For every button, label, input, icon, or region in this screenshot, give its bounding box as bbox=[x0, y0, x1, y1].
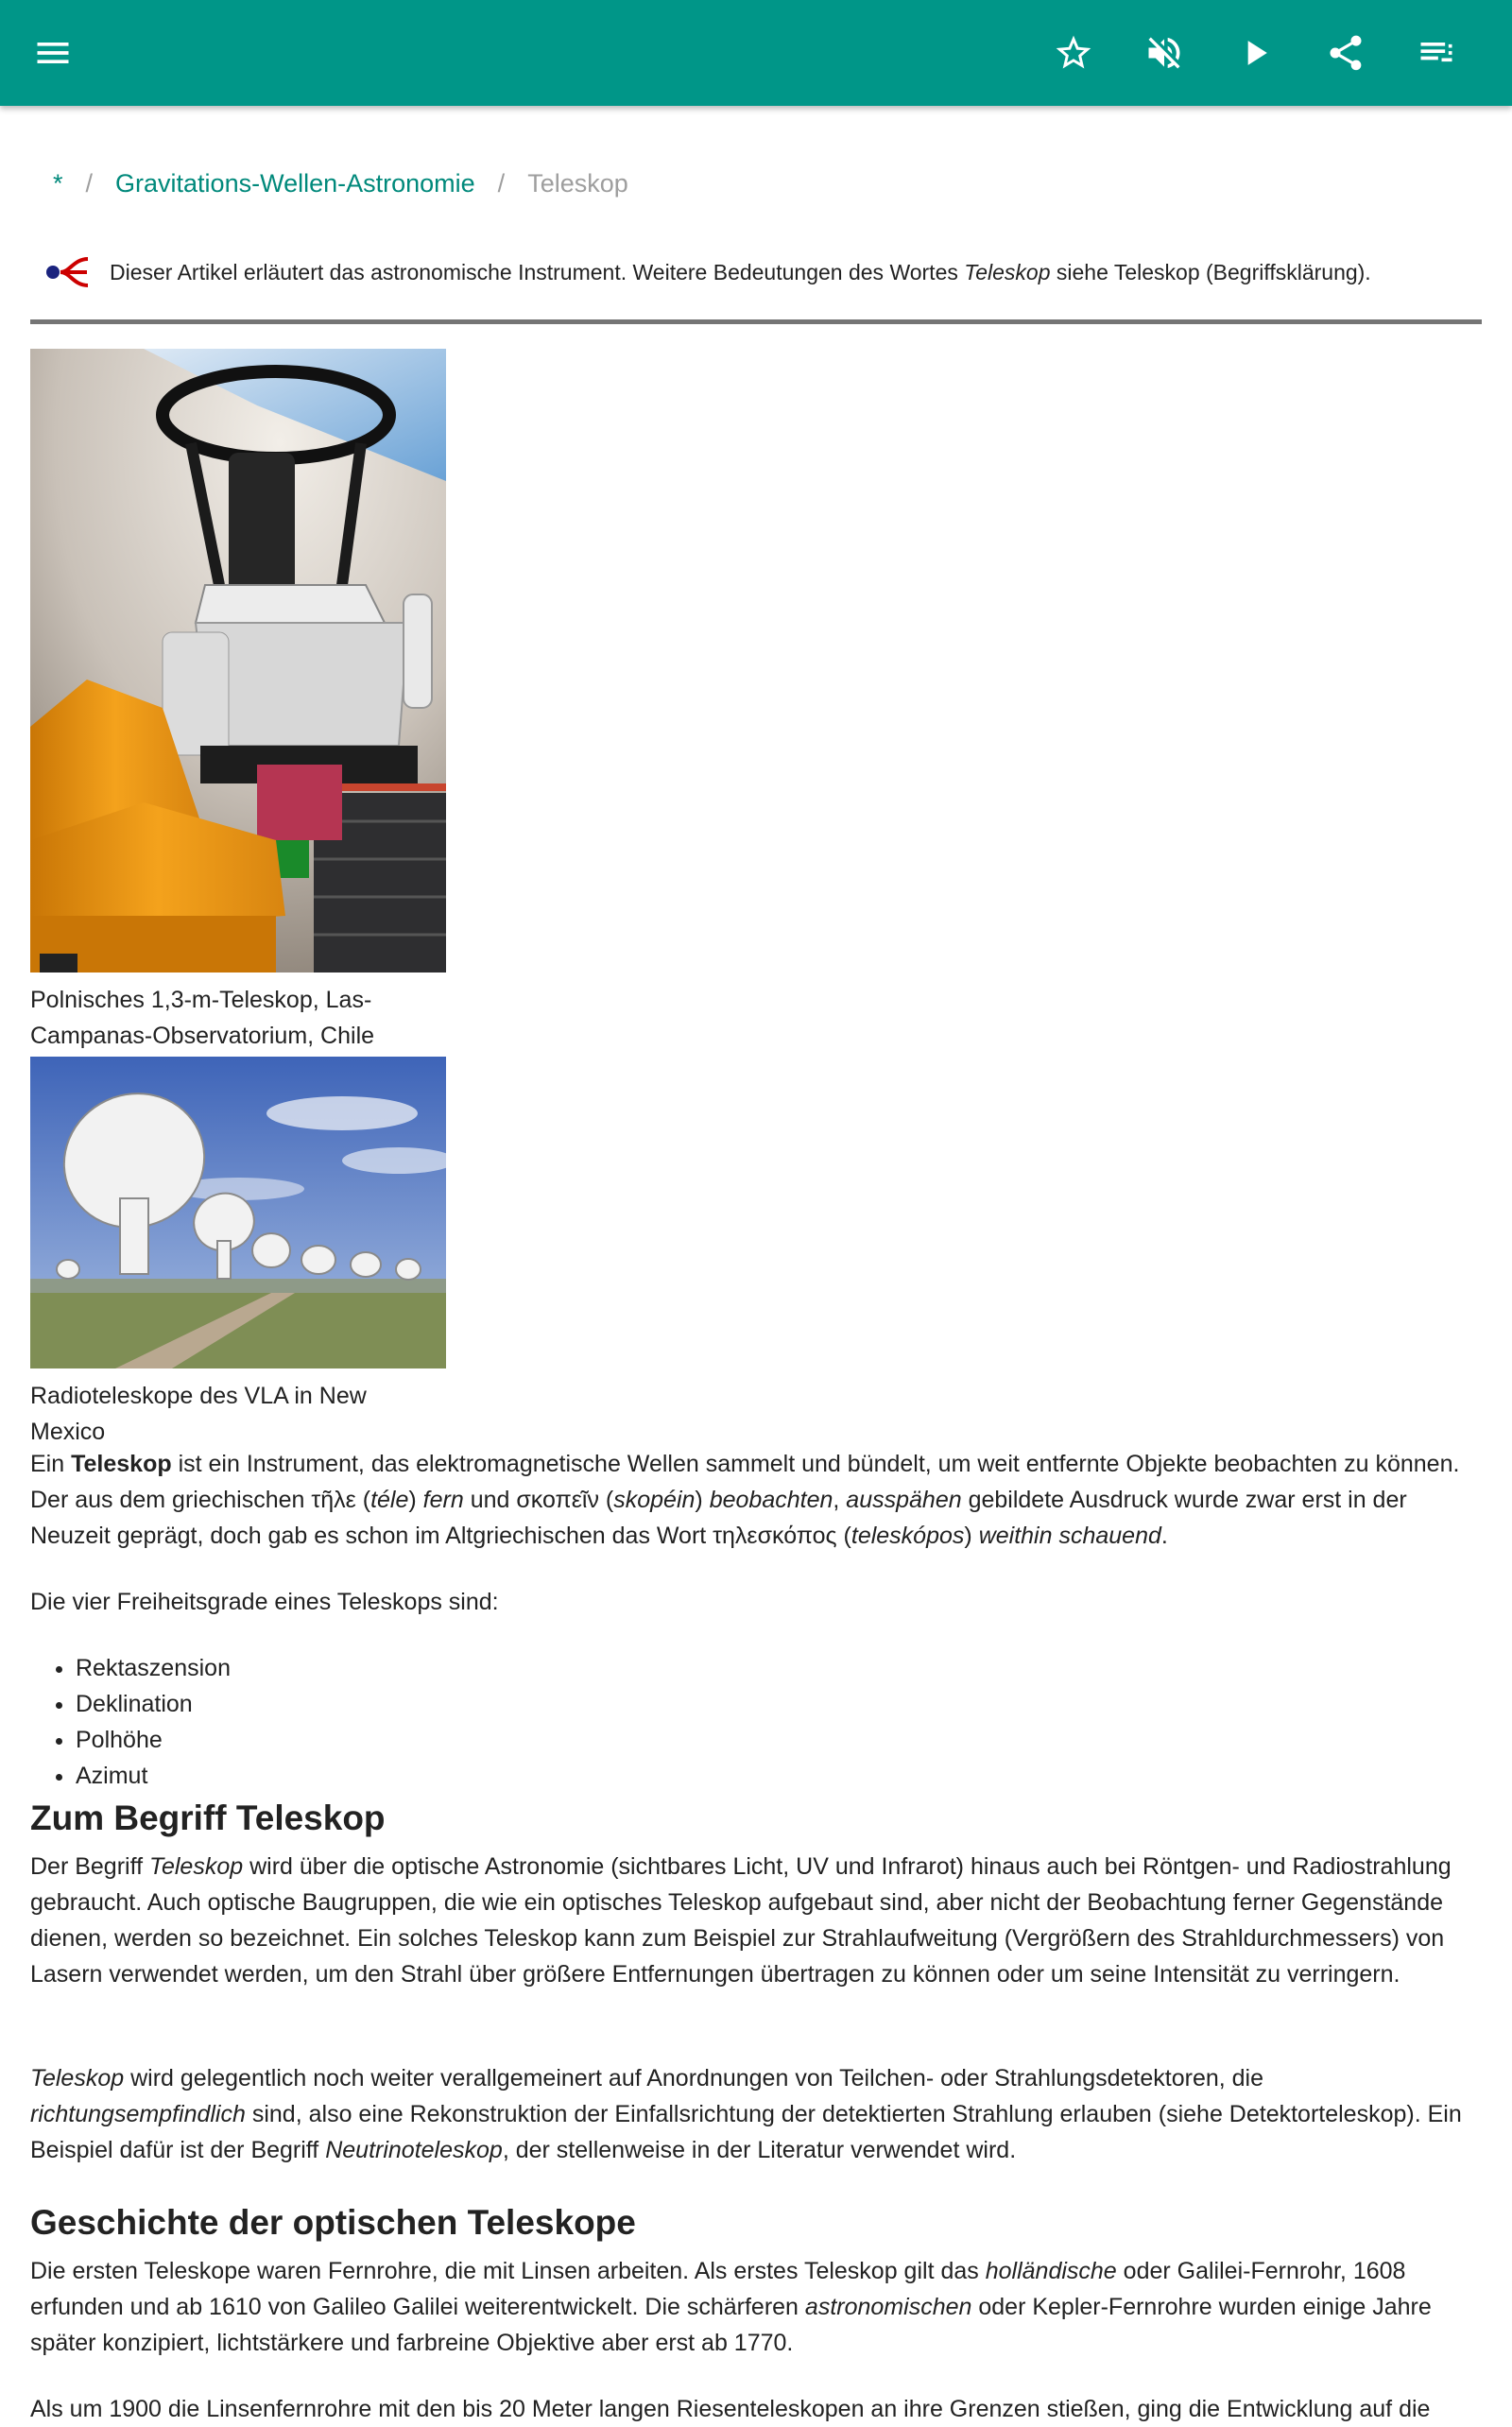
breadcrumb-separator: / bbox=[85, 169, 94, 198]
intro-paragraph bbox=[30, 1446, 1482, 1554]
share-button[interactable] bbox=[1312, 19, 1380, 87]
menu-button[interactable] bbox=[19, 19, 87, 87]
telescope-image[interactable] bbox=[30, 349, 446, 973]
menu-icon bbox=[32, 32, 74, 74]
favorite-button[interactable] bbox=[1040, 19, 1108, 87]
intro-italic: teleskópos bbox=[850, 1523, 965, 1549]
hatnote bbox=[30, 250, 1482, 295]
breadcrumb bbox=[53, 166, 628, 200]
intro-text: ) bbox=[695, 1487, 710, 1513]
figure-radio-telescopes bbox=[30, 1057, 446, 1450]
paragraph-text: oder Galilei-Fernrohr, 1608 erfunden und ab 1610 von Galileo Galilei weiterentwickelt. Die schärferen bbox=[30, 2258, 1406, 2320]
intro-text: ) bbox=[964, 1523, 979, 1549]
intro-italic: fern bbox=[422, 1487, 464, 1513]
disambiguation-icon bbox=[43, 255, 91, 289]
hatnote-text-after: siehe Teleskop (Begriffsklärung). bbox=[1050, 260, 1371, 284]
paragraph-italic: astronomischen bbox=[804, 2294, 972, 2320]
list-icon bbox=[1416, 32, 1457, 74]
breadcrumb-root[interactable]: * bbox=[53, 169, 63, 198]
figure-telescope bbox=[30, 349, 446, 1054]
intro-text: , bbox=[833, 1487, 847, 1513]
paragraph-italic: richtungsempfindlich bbox=[30, 2101, 246, 2127]
star-outline-icon bbox=[1053, 32, 1094, 74]
paragraph-italic: Teleskop bbox=[30, 2065, 125, 2091]
toc-button[interactable] bbox=[1402, 19, 1470, 87]
paragraph-text: , der stellenweise in der Literatur verwendet wird. bbox=[502, 2137, 1017, 2163]
intro-term: Teleskop bbox=[71, 1451, 172, 1477]
freiheitsgrade-list bbox=[30, 1650, 231, 1794]
paragraph-text: sind, also eine Rekonstruktion der Einfallsrichtung der detektierten Strahlung erlauben (siehe Detektorteleskop). Ein Beispiel dafür ist der Begriff bbox=[30, 2101, 1462, 2163]
intro-text: . bbox=[1160, 1523, 1168, 1549]
paragraph-text: wird über die optische Astronomie (sichtbares Licht, UV und Infrarot) hinaus auch bei Röntgen- und Radiostrahlung gebraucht. Auch optische Baugruppen, die wie ein optisches Teleskop aufgebaut sind, aber nicht der Beobachtung ferner Gegenstände dienen, werden so bezeichnet. Ein solches Teleskop kann zum Beispiel zur Strahlaufweitung (Vergrößern des Strahldurchmessers) von Lasern verwendet werden, um den Strahl über größere Entfernungen übertragen zu können oder um seine Intensität zu verringern. bbox=[30, 1853, 1452, 1988]
section-heading-begriff: Zum Begriff Teleskop bbox=[30, 1799, 386, 1837]
paragraph-text: oder Kepler-Fernrohre wurden einige Jahre später konzipiert, lichtstärkere und farbreine Objektive aber erst ab 1770. bbox=[30, 2294, 1432, 2356]
paragraph-text: Der Begriff bbox=[30, 1853, 149, 1880]
intro-italic: beobachten bbox=[709, 1487, 833, 1513]
geschichte-paragraph-2: Als um 1900 die Linsenfernrohre mit den bis 20 Meter langen Riesenteleskopen an ihre Grenzen stießen, ging die Entwicklung auf die bbox=[30, 2396, 1431, 2422]
breadcrumb-current: Teleskop bbox=[527, 169, 628, 198]
list-item[interactable]: • Polhöhe bbox=[76, 1722, 231, 1758]
freiheitsgrade-intro: Die vier Freiheitsgrade eines Teleskops sind: bbox=[30, 1589, 499, 1615]
begriff-paragraph-1 bbox=[30, 1849, 1482, 1992]
telescope-illustration bbox=[30, 349, 446, 973]
figure-caption: Polnisches 1,3-m-Teleskop, Las-Campanas-Observatorium, Chile bbox=[30, 987, 375, 1049]
intro-text: und σκοπεῖν ( bbox=[463, 1487, 614, 1513]
hatnote-term: Teleskop bbox=[964, 260, 1051, 284]
volume-off-icon bbox=[1143, 32, 1185, 74]
radio-telescope-image[interactable] bbox=[30, 1057, 446, 1368]
play-icon bbox=[1234, 32, 1276, 74]
intro-text: Ein bbox=[30, 1451, 72, 1477]
intro-text: ) bbox=[408, 1487, 423, 1513]
paragraph-italic: Teleskop bbox=[148, 1853, 244, 1880]
breadcrumb-separator: / bbox=[497, 169, 506, 198]
intro-italic: weithin schauend bbox=[978, 1523, 1161, 1549]
section-heading-geschichte: Geschichte der optischen Teleskope bbox=[30, 2203, 636, 2242]
begriff-paragraph-2 bbox=[30, 2060, 1482, 2168]
paragraph-text: Die ersten Teleskope waren Fernrohre, die mit Linsen arbeiten. Als erstes Teleskop gilt das bbox=[30, 2258, 986, 2284]
paragraph-text: wird gelegentlich noch weiter verallgemeinert auf Anordnungen von Teilchen- oder Strahlungsdetektoren, die bbox=[124, 2065, 1264, 2091]
intro-text: ist ein Instrument, das elektromagnetische Wellen sammelt und bündelt, um weit entfernte Objekte beobachten zu können. Der aus dem griechischen τῆλε ( bbox=[30, 1451, 1460, 1513]
share-icon bbox=[1325, 32, 1366, 74]
hatnote-text-before: Dieser Artikel erläutert das astronomische Instrument. Weitere Bedeutungen des Wortes bbox=[110, 260, 965, 284]
hatnote-text bbox=[110, 250, 1371, 295]
intro-italic: skopéin bbox=[613, 1487, 696, 1513]
list-item[interactable]: • Azimut bbox=[76, 1758, 231, 1794]
radio-telescope-illustration bbox=[30, 1057, 446, 1368]
intro-italic: ausspähen bbox=[846, 1487, 962, 1513]
app-toolbar bbox=[0, 0, 1512, 106]
breadcrumb-parent[interactable]: Gravitations-Wellen-Astronomie bbox=[115, 169, 475, 198]
mute-button[interactable] bbox=[1130, 19, 1198, 87]
play-button[interactable] bbox=[1221, 19, 1289, 87]
figure-caption: Radioteleskope des VLA in New Mexico bbox=[30, 1383, 367, 1445]
paragraph-italic: holländische bbox=[985, 2258, 1117, 2284]
intro-text: gebildete Ausdruck wurde zwar erst in der Neuzeit geprägt, doch gab es schon im Altgriechischen das Wort τηλεσκόπος ( bbox=[30, 1487, 1407, 1549]
paragraph-italic: Neutrinoteleskop bbox=[325, 2137, 503, 2163]
list-item[interactable]: • Deklination bbox=[76, 1686, 231, 1722]
intro-italic: téle bbox=[370, 1487, 409, 1513]
divider bbox=[30, 319, 1482, 324]
geschichte-paragraph-1 bbox=[30, 2253, 1482, 2361]
list-item[interactable]: • Rektaszension bbox=[76, 1650, 231, 1686]
